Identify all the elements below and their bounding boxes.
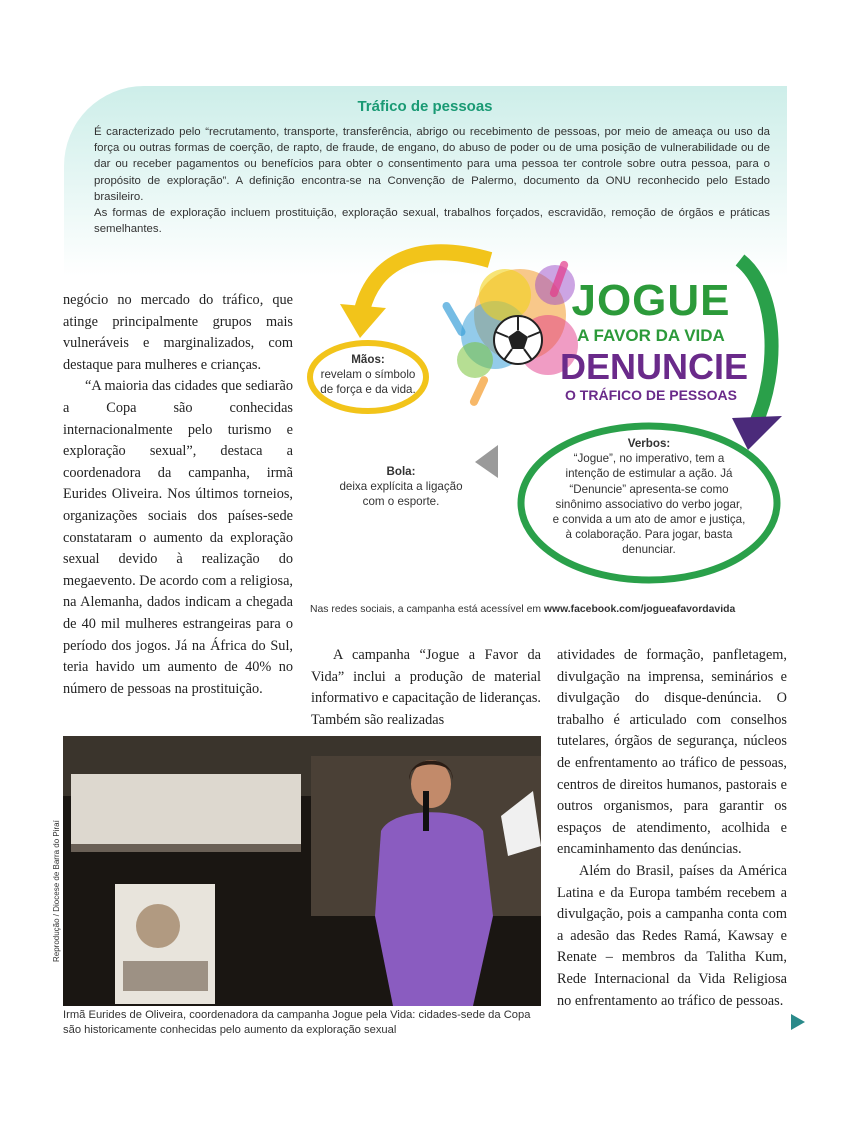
person-body xyxy=(375,812,493,1006)
verbos-title: Verbos: xyxy=(627,437,671,450)
info-box-text xyxy=(94,124,770,237)
grey-arrowhead xyxy=(475,445,498,478)
verbos-text: “Jogue”, no imperativo, tem a intenção de estimular a ação. Já “Denuncie” apresenta-se como sinônimo associativo do verbo jogar, e convida a um ato de amor e justiça, à colaboração. Para jogar, basta denunciar. xyxy=(552,452,746,557)
social-note xyxy=(310,602,735,617)
info-box-paragraph: É caracterizado pelo “recrutamento, transporte, transferência, abrigo ou recebimento de pessoas, por meio de ameaça ou uso da força ou outras formas de coerção, de rapto, de fraude, de engano, do abuso de poder ou de uma posição de vulnerabilidade ou de dar ou receber pagamentos ou benefícios para obter o consentimento para uma pessoa ter controle sobre outra pessoa, para o propósito de exploração”. A definição encontra-se na Convenção de Palermo, documento da ONU reconhecido pelo Estado brasileiro. xyxy=(94,126,770,203)
article-column-left xyxy=(63,290,293,700)
bola-label xyxy=(332,464,470,510)
logo-a-favor-da-vida: A FAVOR DA VIDA xyxy=(577,326,725,345)
yellow-arrow xyxy=(362,252,490,310)
logo-jogue: JOGUE xyxy=(571,276,731,325)
photo-credit: Reprodução / Diocese de Barra do Piraí xyxy=(52,820,61,962)
article-column-middle xyxy=(311,645,541,731)
social-note-text: Nas redes sociais, a campanha está acessível em xyxy=(310,604,544,615)
bola-title: Bola: xyxy=(386,465,416,478)
social-note-url[interactable]: www.facebook.com/jogueafavordavida xyxy=(543,604,736,615)
photo xyxy=(63,736,541,1006)
logo-denuncie: DENUNCIE xyxy=(560,346,749,387)
maos-label xyxy=(318,352,418,398)
verbos-label xyxy=(552,436,746,558)
info-box-paragraph: As formas de exploração incluem prostituição, exploração sexual, trabalhos forçados, escravidão, remoção de órgãos e práticas semelhantes. xyxy=(94,207,770,236)
article-paragraph: “A maioria das cidades que sediarão a Copa são conhecidas internacionalmente pelo turismo e exploração sexual”, destaca a coordenadora da campanha, irmã Eurides Oliveira. Nos últimos torneios, organizações sociais dos países-sede constataram o aumento da exploração sexual devido à realização do megaevento. De acordo com a religiosa, na Alemanha, dados indicam a chegada de 40 mil mulheres estrangeiras para o período dos jogos. Já na África do Sul, teria havido um aumento de 40% no número de pessoas na prostituição. xyxy=(63,378,293,697)
article-column-right xyxy=(557,645,787,1012)
next-page-icon[interactable] xyxy=(791,1014,805,1030)
bola-text: deixa explícita a ligação com o esporte. xyxy=(339,480,463,509)
green-arrow xyxy=(740,260,772,425)
article-paragraph: A campanha “Jogue a Favor da Vida” inclui a produção de material informativo e capacitação de lideranças. Também são realizadas xyxy=(311,647,541,728)
soccer-ball-icon xyxy=(494,316,542,364)
article-paragraph: negócio no mercado do tráfico, que atinge principalmente grupos mais vulneráveis e marginalizados, com destaque para mulheres e crianças. xyxy=(63,292,293,373)
yellow-arrowhead xyxy=(340,304,386,338)
article-paragraph: atividades de formação, panfletagem, divulgação na imprensa, seminários e divulgação do disque-denúncia. O trabalho é articulado com conselhos tutelares, órgãos de segurança, núcleos de enfrentamento ao tráfico de pessoas, centros de direitos humanos, pastorais e outros organismos, para garantir os espaços de atendimento, acolhida e encaminhamento das denúncias. xyxy=(557,647,787,858)
photo-caption: Irmã Eurides de Oliveira, coordenadora da campanha Jogue pela Vida: cidades-sede da Copa são historicamente conhecidas pelo aumento da exploração sexual xyxy=(63,1009,531,1036)
maos-text: revelam o símbolo de força e da vida. xyxy=(320,368,416,397)
article-paragraph: Além do Brasil, países da América Latina e da Europa também recebem a divulgação, pois a campanha conta com a adesão das Redes Ramá, Kawsay e Renate – membros da Talitha Kum, Rede Internacional da Vida Religiosa no enfrentamento ao tráfico de pessoas. xyxy=(557,862,787,1009)
info-box-title: Tráfico de pessoas xyxy=(357,98,493,115)
maos-title: Mãos: xyxy=(351,353,385,366)
logo-trafico: O TRÁFICO DE PESSOAS xyxy=(565,387,737,403)
